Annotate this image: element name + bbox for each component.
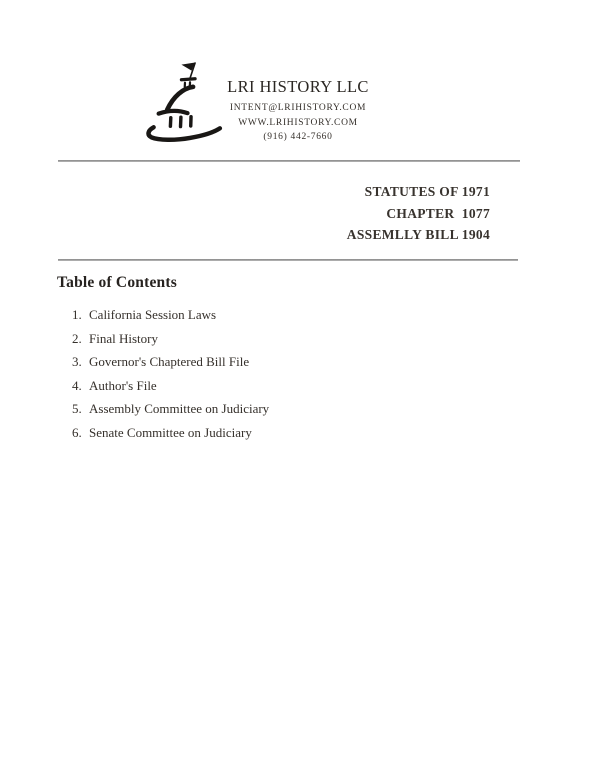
chapter-line: CHAPTER 1077	[386, 205, 490, 221]
toc-item-number: 2.	[72, 330, 82, 346]
divider-top	[58, 160, 520, 162]
toc-item-number: 3.	[72, 354, 82, 370]
toc-item-label: Senate Committee on Judiciary	[89, 424, 252, 440]
statutes-line: STATUTES OF 1971	[364, 184, 490, 199]
bill-reference-block	[347, 181, 490, 246]
toc-item	[57, 350, 477, 374]
toc-title: Table of Contents	[57, 274, 177, 291]
toc-item-number: 6.	[72, 424, 82, 440]
toc-item-label: Assembly Committee on Judiciary	[89, 401, 270, 417]
toc-item	[57, 374, 477, 398]
toc-item-number: 4.	[72, 377, 82, 393]
org-phone: (916) 442-7660	[263, 132, 333, 142]
toc-item-number: 5.	[72, 401, 82, 417]
toc-item	[57, 327, 477, 351]
divider-bottom	[58, 259, 518, 261]
toc-item	[57, 421, 477, 445]
org-email: INTENT@LRIHISTORY.COM	[229, 103, 367, 113]
org-name: LRI HISTORY LLC	[227, 77, 369, 96]
letterhead-text	[148, 77, 448, 147]
toc-item-number: 1.	[72, 307, 82, 322]
toc-list	[57, 303, 477, 445]
toc-item-label: Author's File	[89, 377, 157, 393]
toc-item-label: California Session Laws	[89, 307, 217, 322]
assembly-bill-line: ASSEMLLY BILL 1904	[346, 227, 490, 242]
toc-item	[57, 303, 477, 327]
toc-item-label: Governor's Chaptered Bill File	[89, 354, 250, 370]
org-website: WWW.LRIHISTORY.COM	[238, 117, 358, 128]
toc-item-label: Final History	[89, 330, 158, 346]
toc-item	[57, 397, 477, 421]
